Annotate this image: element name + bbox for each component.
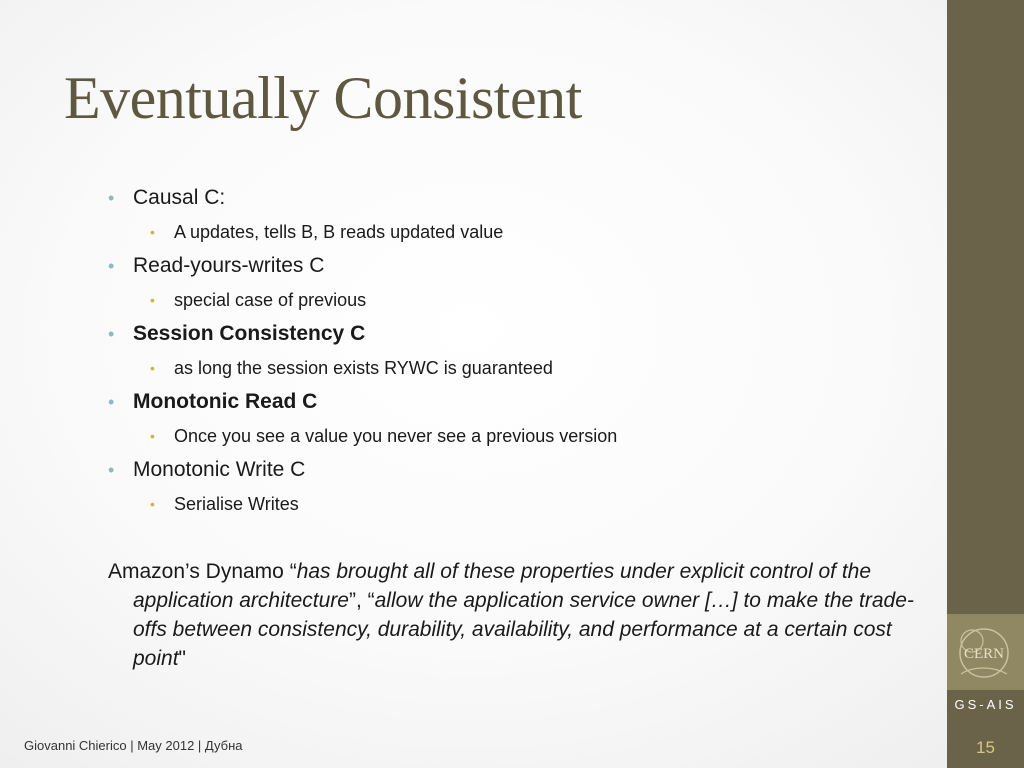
page-number: 15 [976, 738, 995, 757]
quote-part-1: has brought all of these properties under explicit control of the application architecture [133, 560, 872, 612]
slide-title: Eventually Consistent [64, 65, 582, 131]
bullet-text: Monotonic Read C [133, 390, 318, 413]
sub-bullet-dot-icon: • [150, 428, 155, 444]
quote-prefix: Amazon’s Dynamo “ [108, 560, 297, 583]
sub-bullet-dot-icon: • [150, 360, 155, 376]
bullet-dot-icon: • [108, 392, 115, 412]
bullet-monotonic-write [108, 453, 928, 487]
bullet-monotonic-read [108, 385, 928, 419]
sub-bullet-text: special case of previous [174, 290, 367, 310]
dynamo-quote [108, 557, 933, 673]
bullet-dot-icon: • [108, 324, 115, 344]
sub-bullet-read-your-writes [150, 283, 928, 317]
bullet-list [108, 181, 928, 521]
sub-bullet-dot-icon: • [150, 292, 155, 308]
bullet-text: Monotonic Write C [133, 458, 306, 481]
bullet-text: Read-yours-writes C [133, 254, 325, 277]
sub-bullet-monotonic-write [150, 487, 928, 521]
sub-bullet-text: A updates, tells B, B reads updated value [174, 222, 504, 242]
bullet-causal [108, 181, 928, 215]
bullet-text: Causal C: [133, 186, 226, 209]
bullet-dot-icon: • [108, 460, 115, 480]
quote-suffix: " [178, 647, 187, 670]
sub-bullet-text: Serialise Writes [174, 494, 299, 514]
quote-mid: ”, “ [348, 589, 375, 612]
sub-bullet-text: as long the session exists RYWC is guaranteed [174, 358, 553, 378]
bullet-dot-icon: • [108, 256, 115, 276]
quote-part-2: allow the application service owner […] to make the trade-offs between consistency, durability, availability, and performance at a certain cost point [133, 589, 914, 670]
bullet-session-consistency [108, 317, 928, 351]
bullet-text: Session Consistency C [133, 322, 366, 345]
cern-logo-icon [947, 614, 1024, 690]
bullet-read-your-writes [108, 249, 928, 283]
sub-bullet-session-consistency [150, 351, 928, 385]
sub-bullet-dot-icon: • [150, 224, 155, 240]
sub-bullet-text: Once you see a value you never see a previous version [174, 426, 618, 446]
bullet-dot-icon: • [108, 188, 115, 208]
sub-bullet-dot-icon: • [150, 496, 155, 512]
slide-footer: Giovanni Chierico | May 2012 | Дубна [24, 738, 243, 753]
cern-logo [947, 614, 1024, 690]
sub-bullet-causal [150, 215, 928, 249]
sub-bullet-monotonic-read [150, 419, 928, 453]
cern-logo-text: CERN [963, 646, 1005, 662]
department-label: GS-AIS [954, 697, 1017, 712]
